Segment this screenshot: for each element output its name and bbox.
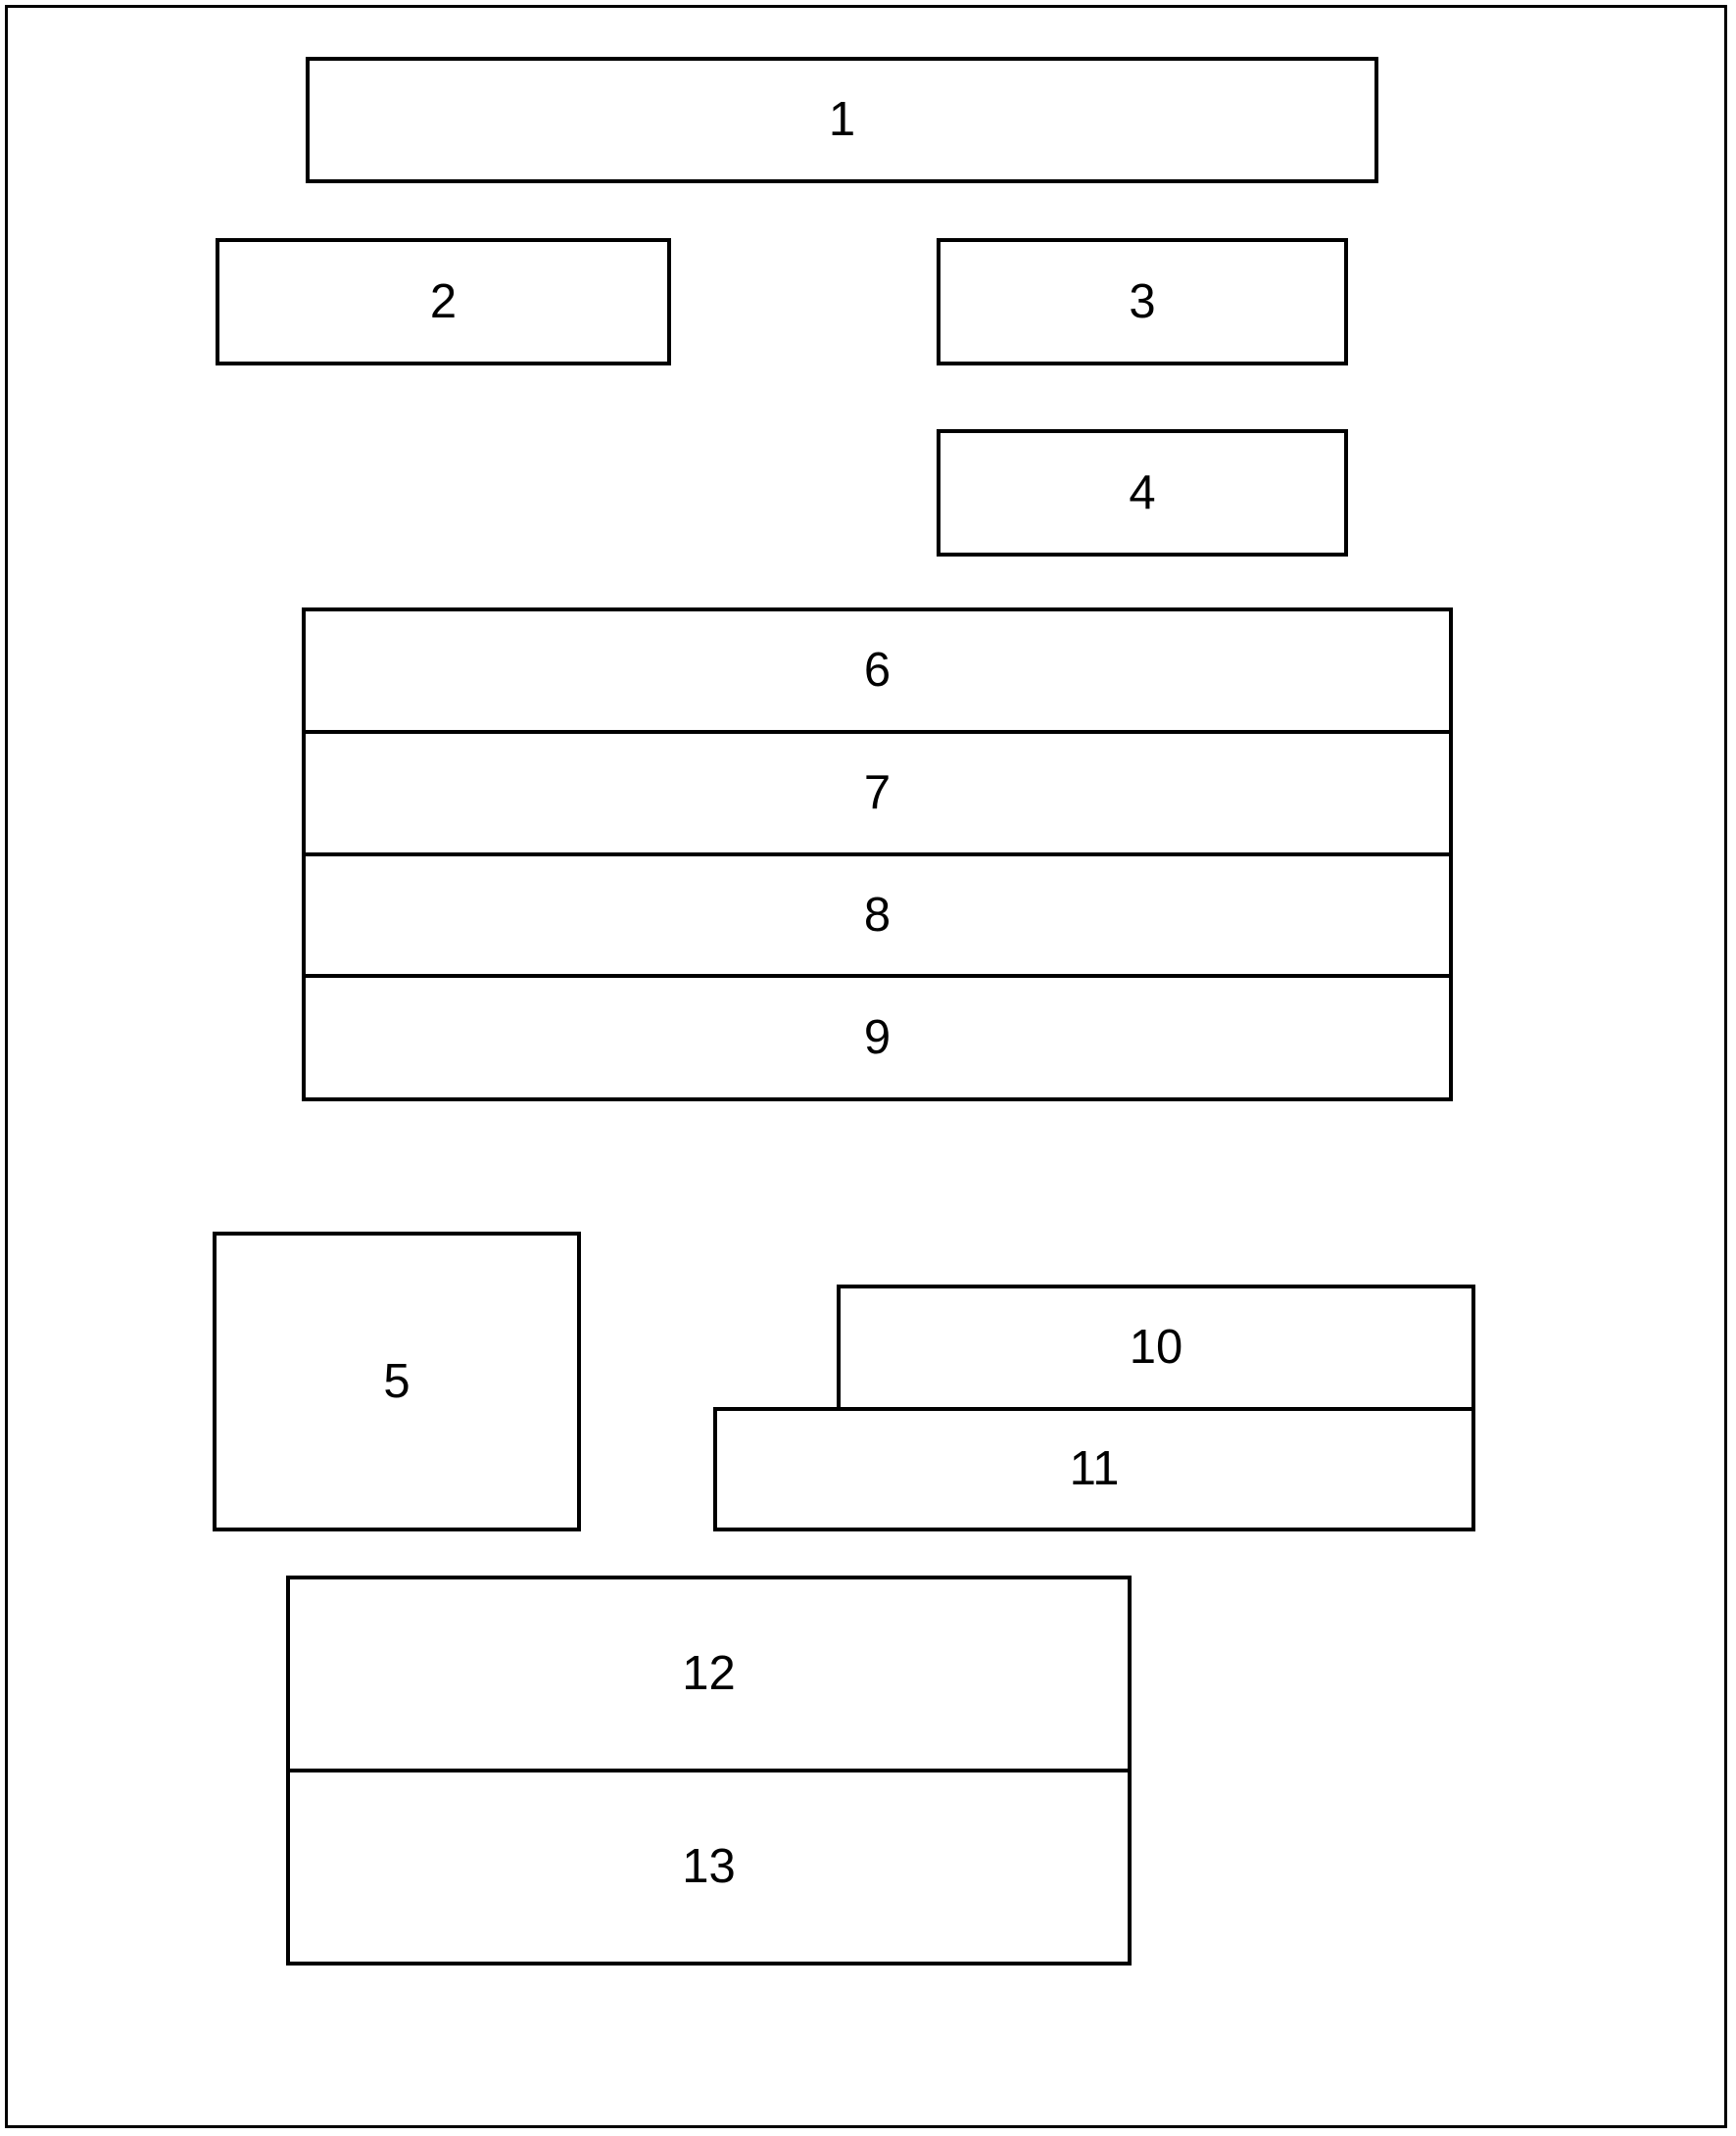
box-5 bbox=[213, 1232, 581, 1531]
box-2 bbox=[216, 238, 671, 365]
box-1 bbox=[306, 57, 1378, 183]
box-11-label: 11 bbox=[1069, 1442, 1120, 1495]
box-4-label: 4 bbox=[1129, 465, 1156, 519]
box-13-label: 13 bbox=[682, 1840, 736, 1893]
box-10 bbox=[837, 1285, 1475, 1411]
box-12 bbox=[286, 1576, 1132, 1772]
box-3 bbox=[937, 238, 1348, 365]
box-5-label: 5 bbox=[383, 1354, 410, 1408]
box-2-label: 2 bbox=[429, 274, 458, 328]
box-11 bbox=[713, 1407, 1475, 1531]
box-6 bbox=[302, 607, 1453, 734]
box-10-label: 10 bbox=[1129, 1321, 1183, 1374]
box-9-label: 9 bbox=[863, 1010, 892, 1064]
box-3-label: 3 bbox=[1129, 274, 1156, 328]
box-7-label: 7 bbox=[863, 766, 892, 819]
box-1-label: 1 bbox=[828, 93, 856, 146]
box-13 bbox=[286, 1769, 1132, 1966]
box-4 bbox=[937, 429, 1348, 557]
box-12-label: 12 bbox=[682, 1647, 736, 1700]
box-8 bbox=[302, 852, 1453, 978]
box-6-label: 6 bbox=[863, 644, 892, 697]
page-frame bbox=[5, 5, 1727, 2128]
box-9 bbox=[302, 974, 1453, 1101]
box-8-label: 8 bbox=[863, 888, 892, 942]
box-7 bbox=[302, 730, 1453, 856]
